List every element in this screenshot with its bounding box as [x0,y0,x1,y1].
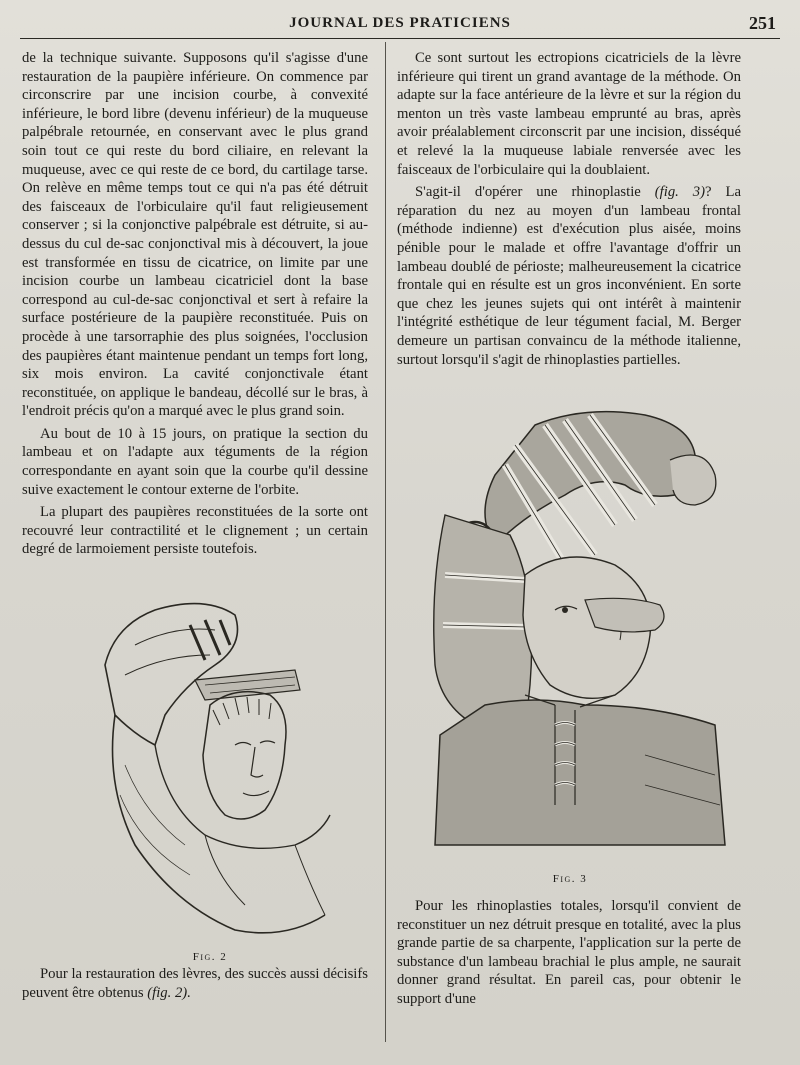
left-paragraph-2: Au bout de 10 à 15 jours, on pratique la section du lambeau et on l'adapte aux téguments de la région correspondante en ayant soin que la courbe qu'il dessine suive exactement le contour externe de l'orbite. [22,425,368,498]
left-paragraph-1: de la technique suivante. Supposons qu'il s'agisse d'une restauration de la paupière inférieure. On commence par circonscrire par une incision courbe, à convexité inférieure, le bord libre (devenu inférieur) de la muqueuse palpébrale retournée, en conservant avec le plus grand soin tout ce qui reste du bord ciliaire, en relevant la muqueuse, avec ce qui reste de ce bord, du cartilage tarse. On relève en même temps tout ce qui n'a pas été détruit des faisceaux de l'orbiculaire qu'il faut religieusement conserver ; si la conjonctive palpébrale est détruite, si au-dessus du cul de-sac conjonctival mis à découvert, la joue est transformée en tissu de cicatrice, on limite par une incision courbe un lambeau cicatriciel dont la base correspond au cul-de-sac conjonctival et sert à refaire la surface postérieure de la paupière reconstituée. Puis on procède à une tarsorraphie des plus soignées, l'occlusion des paupières étant maintenue pendant un temps fort long, six mois environ. La cavité conjonctivale étant reconstituée, on applique le bandeau, décollé sur le bras, à l'endroit précis qu'on a marqué avec le plus grand soin. [22,50,368,420]
right-column [397,49,741,369]
right-paragraph-2 [397,183,741,369]
figure-2-caption: Fig. 2 [192,951,228,963]
left-bottom-text: Pour la restauration des lèvres, des succès aussi décisifs peuvent être obtenus [22,966,368,1001]
left-column [22,49,368,559]
page-header [20,12,780,39]
figure-3-illustration [415,405,745,865]
arm-flap-lip-engraving [95,585,355,945]
right-column-bottom [397,897,741,1009]
page-number: 251 [749,13,776,33]
right-paragraph-2-start: S'agit-il d'opérer une rhinoplastie [415,184,641,201]
column-divider [385,42,386,1042]
left-bottom-paragraph [22,965,368,1002]
figure-2-illustration [95,585,355,945]
figure-3-reference: (fig. 3) [654,184,706,201]
left-column-bottom [22,965,368,1002]
right-bottom-paragraph: Pour les rhinoplasties totales, lorsqu'il convient de reconstituer un nez détruit presque en totalité, avec la plus grande partie de sa charpente, l'application sur la perte de substance d'un lambeau brachial le plus ample, ne saurait donner grand résultat. En pareil cas, pour obtenir le support d'une [397,898,741,1007]
figure-3-caption: Fig. 3 [552,873,588,885]
arm-flap-rhinoplasty-engraving [415,405,745,865]
right-paragraph-2-rest: ? La réparation du nez au moyen d'un lambeau frontal (méthode indienne) est d'exécution plus aisée, moins pénible pour le malade et offre l'avantage d'offrir un lambeau doublé de périoste; malheureusement la cicatrice frontale qui en résulte est un gros inconvénient. En sorte que chez les jeunes sujets qui ont intérêt à maintenir l'intégrité esthétique de leur tégument facial, M. Berger demeure un partisan convaincu de la méthode italienne, surtout lorsqu'il s'agit de rhinoplasties partielles. [397,184,741,368]
right-paragraph-1: Ce sont surtout les ectropions cicatriciels de la lèvre inférieure qui tirent un grand avantage de la méthode. On adapte sur la face antérieure de la lèvre et sur la région du menton un très vaste lambeau emprunté au bras, après avoir préalablement circonscrit par une incision, disséqué et relevé la la muqueuse labiale renversée avec les faisceaux de l'orbiculaire qui la doublaient. [397,50,741,178]
left-paragraph-3: La plupart des paupières reconstituées de la sorte ont recouvré leur contractilité et le clignement ; un certain degré de larmoiement persiste toutefois. [22,504,368,558]
figure-2-reference: (fig. 2). [147,984,191,1001]
running-title: JOURNAL DES PRATICIENS [289,15,511,31]
